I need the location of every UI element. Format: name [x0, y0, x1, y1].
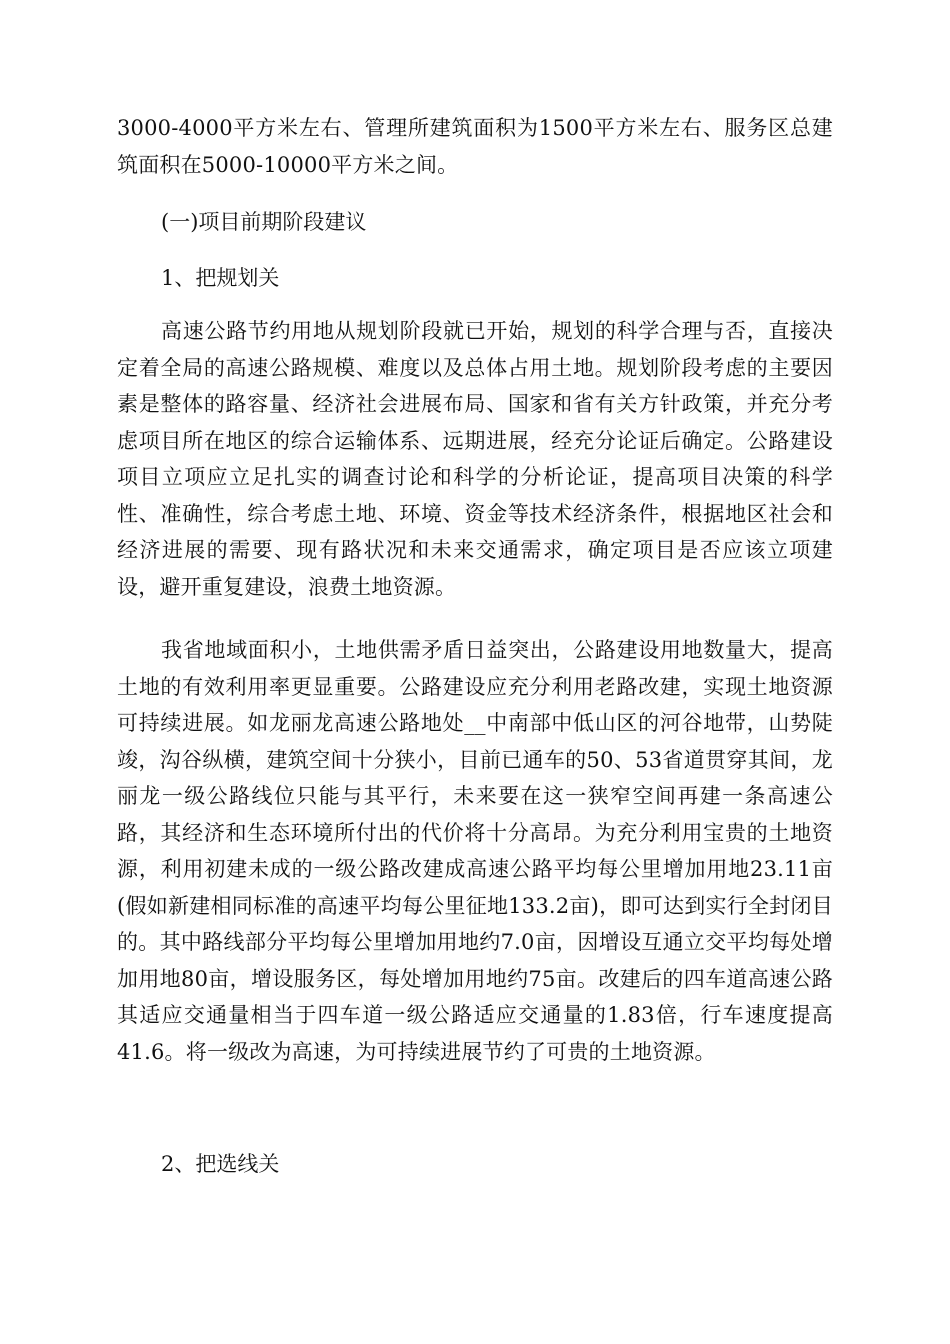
paragraph-continuation: 3000-4000平方米左右、管理所建筑面积为1500平方米左右、服务区总建筑面积在5000-10000平方米之间。	[117, 116, 833, 177]
subheading-planning: 1、把规划关	[161, 266, 280, 290]
paragraph-land-use: 我省地域面积小，土地供需矛盾日益突出，公路建设用地数量大，提高土地的有效利用率更显重要。公路建设应充分利用老路改建，实现土地资源可持续进展。如龙丽龙高速公路地处__中南部中低山区的河谷地带，山势陡竣，沟谷纵横，建筑空间十分狭小，目前已通车的50、53省道贯穿其间，龙丽龙一级公路线位只能与其平行，未来要在这一狭窄空间再建一条高速公路，其经济和生态环境所付出的代价将十分高昂。为充分利用宝贵的土地资源，利用初建未成的一级公路改建成高速公路平均每公里增加用地23.11亩(假如新建相同标准的高速平均每公里征地133.2亩)，即可达到实行全封闭目的。其中路线部分平均每公里增加用地约7.0亩，因增设互通立交平均每处增加用地80亩，增设服务区，每处增加用地约75亩。改建后的四车道高速公路其适应交通量相当于四车道一级公路适应交通量的1.83倍，行车速度提高41.6。将一级改为高速，为可持续进展节约了可贵的土地资源。	[117, 638, 833, 1064]
paragraph-planning: 高速公路节约用地从规划阶段就已开始，规划的科学合理与否，直接决定着全局的高速公路规模、难度以及总体占用土地。规划阶段考虑的主要因素是整体的路容量、经济社会进展布局、国家和省有关方针政策，并充分考虑项目所在地区的综合运输体系、远期进展，经充分论证后确定。公路建设项目立项应立足扎实的调查讨论和科学的分析论证，提高项目决策的科学性、准确性，综合考虑土地、环境、资金等技术经济条件，根据地区社会和经济进展的需要、现有路状况和未来交通需求，确定项目是否应该立项建设，避开重复建设，浪费土地资源。	[117, 319, 833, 599]
section-heading-project-preliminary-stage: (一)项目前期阶段建议	[161, 210, 367, 234]
subheading-route-selection: 2、把选线关	[161, 1152, 280, 1176]
